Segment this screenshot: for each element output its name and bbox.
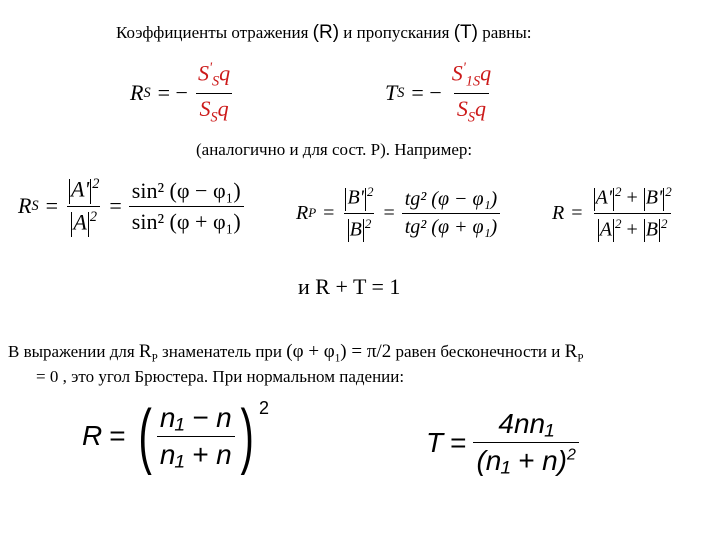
formula-ts-amplitude bbox=[385, 60, 494, 126]
sum-rule: и R + T = 1 bbox=[298, 274, 401, 299]
symbol-t: (T) bbox=[453, 22, 478, 43]
formula-t-normal-num: 4nn₁ bbox=[498, 408, 554, 439]
formula-rs-den-sub: S bbox=[210, 109, 218, 126]
formula-rp-full-exp2: 2 bbox=[364, 215, 372, 231]
formula-rs-den-q: q bbox=[217, 95, 229, 121]
formula-rs-full bbox=[18, 176, 244, 237]
right-paren: ) bbox=[240, 395, 254, 476]
formula-rs-full-lhs-sub: S bbox=[31, 197, 39, 214]
formula-t-normal-frac bbox=[473, 408, 578, 477]
formula-ts-num-s: S bbox=[451, 60, 463, 86]
formula-rs-full-den1: A bbox=[73, 209, 87, 235]
formula-rp-full-exp1: 2 bbox=[366, 184, 374, 199]
formula-rs-den-s: S bbox=[199, 95, 211, 121]
formula-r-total-plus1: + bbox=[626, 186, 638, 209]
equals-sign: = bbox=[323, 201, 335, 224]
formula-rs-full-exp1: 2 bbox=[92, 176, 100, 192]
formula-rp-full-lhs: R bbox=[296, 201, 309, 224]
formula-r-total-num-a: A' bbox=[595, 186, 612, 209]
formula-rp-full-num1: B' bbox=[347, 186, 364, 209]
formula-rp-full-num2: tg² (φ − φ₁) bbox=[404, 187, 498, 210]
left-paren: ( bbox=[138, 395, 152, 476]
equals-sign: = bbox=[109, 420, 126, 452]
symbol-r: (R) bbox=[312, 22, 340, 43]
text-reflection-label: Коэффициенты отражения bbox=[116, 23, 313, 42]
formula-r-total-plus2: + bbox=[626, 218, 638, 241]
formula-rs-full-frac1 bbox=[65, 176, 102, 237]
formula-t-normal-den: (n₁ + n) bbox=[476, 445, 568, 476]
text-line-4 bbox=[8, 341, 583, 364]
symbol-rp-sub: P bbox=[151, 352, 158, 365]
equals-sign: = bbox=[109, 193, 122, 219]
formula-t-normal bbox=[426, 408, 579, 477]
formula-ts-eq: = − bbox=[411, 80, 442, 106]
formula-rs-full-lhs: R bbox=[18, 193, 32, 219]
formula-r-normal-frac bbox=[157, 402, 235, 471]
text-line-4-c: равен бесконечности и bbox=[391, 342, 565, 361]
formula-ts-den-q: q bbox=[474, 95, 486, 121]
formula-rp-full bbox=[296, 184, 500, 242]
formula-ts-num-sup: ' bbox=[462, 60, 466, 76]
formula-rp-full-frac2 bbox=[402, 188, 500, 239]
formula-r-normal-den: n₁ + n bbox=[157, 436, 235, 471]
formula-ts-den-sub: S bbox=[467, 109, 475, 126]
formula-rs-fraction bbox=[195, 60, 233, 126]
formula-r-total-exp3: 2 bbox=[615, 215, 622, 231]
text-and-transmission: и пропускания bbox=[339, 23, 454, 42]
heading-line-1 bbox=[116, 22, 532, 44]
formula-r-total-lhs: R bbox=[552, 201, 565, 224]
formula-rp-full-lhs-sub: P bbox=[308, 205, 317, 221]
symbol-rp-2-sub: P bbox=[577, 352, 584, 365]
formula-r-normal-exp: 2 bbox=[258, 398, 269, 418]
formula-rs-num-sup: ' bbox=[208, 60, 212, 76]
symbol-rp-2: R bbox=[564, 341, 578, 362]
condition-symbol-end: ) = π/2 bbox=[340, 341, 392, 362]
text-line-4-b: знаменатель при bbox=[157, 342, 287, 361]
formula-ts-num-sub: 1S bbox=[465, 73, 481, 90]
condition-symbol: (φ + φ bbox=[286, 341, 335, 362]
formula-r-normal-num: n₁ − n bbox=[159, 401, 232, 433]
condition-symbol-sub: 1 bbox=[334, 352, 341, 365]
equals-sign: = bbox=[450, 426, 467, 458]
formula-r-total-exp2: 2 bbox=[665, 184, 672, 199]
formula-ts-lhs: T bbox=[385, 80, 398, 106]
equals-sign: = bbox=[383, 201, 395, 224]
text-line-2: (аналогично и для сост. P). Например: bbox=[196, 140, 473, 159]
formula-rs-amplitude bbox=[130, 60, 233, 126]
formula-r-total-den-b: B bbox=[645, 218, 658, 241]
equals-sign: = bbox=[45, 193, 59, 219]
formula-r-total-den-a: A bbox=[599, 218, 612, 241]
formula-rs-lhs: R bbox=[130, 80, 144, 106]
formula-r-total-exp4: 2 bbox=[661, 215, 668, 231]
formula-r-normal bbox=[82, 395, 269, 476]
equals-sign: = bbox=[571, 201, 583, 224]
formula-r-total-frac bbox=[590, 184, 675, 242]
formula-rs-num-s: S bbox=[197, 60, 209, 86]
formula-rs-full-frac2 bbox=[129, 178, 244, 235]
formula-rs-full-num2: sin² (φ − φ₁) bbox=[131, 177, 241, 203]
formula-ts-fraction bbox=[449, 60, 494, 126]
formula-rp-full-den1: B bbox=[349, 218, 362, 241]
formula-rs-num-sub: S bbox=[212, 73, 220, 90]
formula-r-normal-lhs: R bbox=[82, 420, 103, 452]
formula-rp-full-frac1 bbox=[341, 184, 376, 242]
formula-rs-full-exp2: 2 bbox=[89, 208, 97, 225]
formula-rs-lhs-sub: S bbox=[143, 84, 151, 101]
formula-rp-full-den2: tg² (φ + φ₁) bbox=[402, 213, 500, 239]
formula-rs-full-den2: sin² (φ + φ₁) bbox=[129, 206, 244, 235]
formula-ts-den-s: S bbox=[456, 95, 468, 121]
formula-r-total-exp1: 2 bbox=[615, 184, 622, 199]
formula-rs-num-q: q bbox=[219, 60, 231, 86]
formula-r-total-num-b: B' bbox=[645, 186, 663, 209]
symbol-rp: R bbox=[138, 341, 152, 362]
formula-r-total bbox=[552, 184, 675, 242]
formula-ts-num-q: q bbox=[480, 60, 492, 86]
formula-rs-eq: = − bbox=[157, 80, 188, 106]
formula-rs-full-num1: A' bbox=[71, 176, 90, 202]
formula-ts-lhs-sub: S bbox=[397, 84, 405, 101]
formula-t-normal-lhs: T bbox=[426, 426, 444, 458]
formula-t-normal-exp: 2 bbox=[567, 446, 576, 464]
text-line-5: = 0 , это угол Брюстера. При нормальном падении: bbox=[36, 367, 405, 386]
text-equal: равны: bbox=[477, 23, 532, 42]
text-line-4-a: В выражении для bbox=[8, 342, 139, 361]
